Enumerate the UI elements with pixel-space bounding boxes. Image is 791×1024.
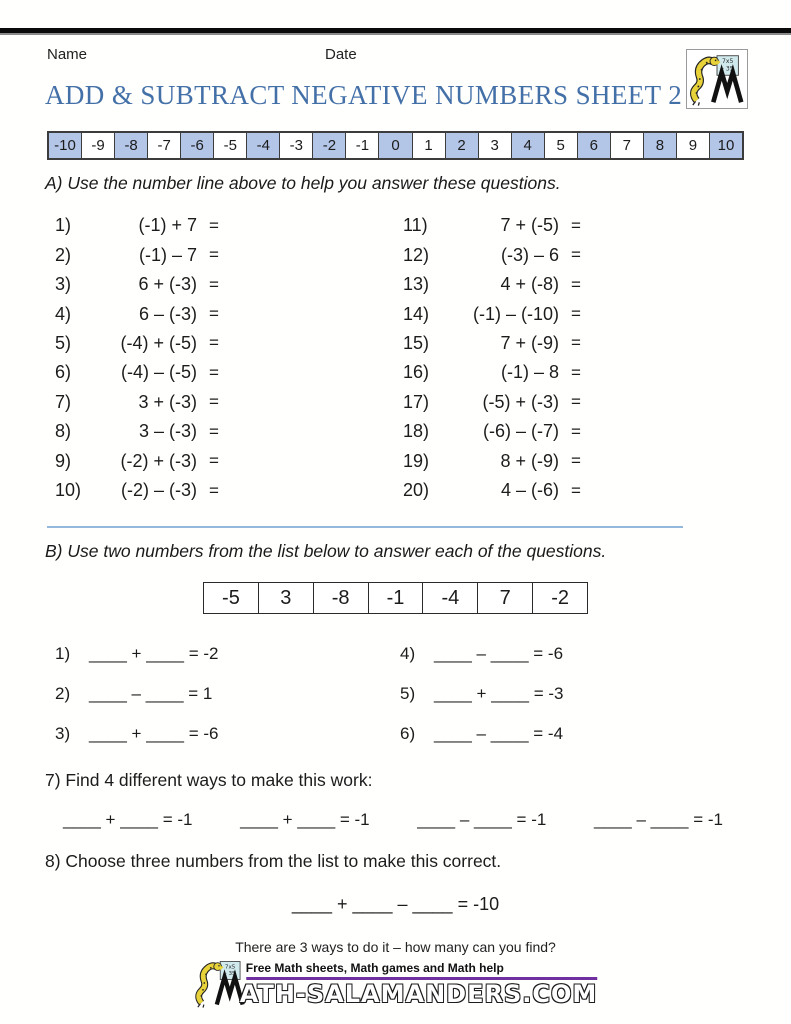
blank-equation: ____ – ____ = -1 <box>417 810 547 829</box>
equals-sign: = <box>571 215 581 235</box>
problem-equation: ____ + ____ = -3 <box>434 684 564 703</box>
problem-row <box>55 270 219 299</box>
problem-expression: 4 + (-8) <box>500 274 559 295</box>
section-a-left-column <box>55 211 219 505</box>
problem-row <box>403 270 581 299</box>
problem-expression: (-1) + 7 <box>138 215 197 236</box>
problem-expression: 3 + (-3) <box>138 391 197 412</box>
problem-number: 13) <box>403 274 430 295</box>
footer-text-block <box>239 958 598 1008</box>
number-line-cell: 0 <box>379 133 412 158</box>
number-line-cell: 6 <box>578 133 611 158</box>
problem-number: 6) <box>55 362 72 383</box>
top-rule <box>0 28 791 35</box>
problem-number: 7) <box>55 391 72 412</box>
name-label: Name <box>47 46 88 63</box>
problem-number: 6) <box>400 724 416 743</box>
problem-row <box>55 476 219 505</box>
equals-sign: = <box>209 392 219 412</box>
problem-equation: ____ – ____ = -4 <box>434 724 564 743</box>
problem-expression: 3 – (-3) <box>138 421 197 442</box>
problem-row <box>403 299 581 328</box>
problem-row <box>403 240 581 269</box>
footer-tagline: Free Math sheets, Math games and Math help <box>245 961 504 975</box>
number-line-cell: -4 <box>247 133 280 158</box>
problem-row <box>403 329 581 358</box>
problem-number: 8) <box>55 421 72 442</box>
blank-equation: ____ + ____ = -1 <box>240 810 370 829</box>
equals-sign: = <box>209 480 219 500</box>
problem-expression: (-1) – (-10) <box>472 303 559 324</box>
problem-number: 19) <box>403 450 430 471</box>
problem-equation: ____ – ____ = -6 <box>434 644 564 663</box>
problem-row <box>55 634 219 674</box>
number-list-cell: -4 <box>423 583 478 613</box>
number-list-cell: -8 <box>314 583 369 613</box>
problem-row <box>55 240 219 269</box>
problem-number: 17) <box>403 391 430 412</box>
problem-row <box>403 447 581 476</box>
date-label: Date <box>325 46 357 63</box>
problem-row <box>400 634 564 674</box>
svg-text:- 35: - 35 <box>224 971 236 978</box>
section-b-right-column <box>400 634 564 754</box>
equals-sign: = <box>209 215 219 235</box>
svg-text:7x5: 7x5 <box>224 964 235 971</box>
problem-row <box>55 211 219 240</box>
problem-expression: 4 – (-6) <box>500 480 559 501</box>
number-line-cell: -8 <box>115 133 148 158</box>
equals-sign: = <box>209 421 219 441</box>
problem-row <box>403 358 581 387</box>
number-list-cell: -1 <box>369 583 424 613</box>
equals-sign: = <box>571 421 581 441</box>
problem-number: 1) <box>55 644 71 663</box>
number-line-cell: 4 <box>512 133 545 158</box>
problem-number: 3) <box>55 724 71 743</box>
section-divider <box>47 526 683 528</box>
number-line-cell: -2 <box>313 133 346 158</box>
problem-number: 11) <box>403 215 428 236</box>
equals-sign: = <box>209 245 219 265</box>
problem-row <box>55 447 219 476</box>
number-line-cell: -7 <box>148 133 181 158</box>
problem-number: 15) <box>403 332 430 353</box>
number-line-cell: 1 <box>413 133 446 158</box>
blank-equation: ____ – ____ = -1 <box>593 810 723 829</box>
number-line <box>47 131 744 160</box>
problem-expression: (-6) – (-7) <box>483 421 559 442</box>
problem-expression: (-2) – (-3) <box>121 480 197 501</box>
problem-row <box>403 388 581 417</box>
problem-number: 4) <box>55 303 72 324</box>
equals-sign: = <box>209 362 219 382</box>
footer-site-text: ATH-SALAMANDERS.COM <box>239 980 598 1008</box>
problem-expression: (-4) + (-5) <box>120 332 197 353</box>
number-line-cell: 3 <box>479 133 512 158</box>
equals-sign: = <box>209 304 219 324</box>
section-a-heading: A) Use the number line above to help you answer these questions. <box>45 173 561 193</box>
number-line-cell: -6 <box>181 133 214 158</box>
number-list <box>203 582 588 614</box>
problem-number: 5) <box>55 332 72 353</box>
number-line-cell: 9 <box>677 133 710 158</box>
problem-equation: ____ + ____ = -6 <box>89 724 219 743</box>
number-line-cell: -3 <box>280 133 313 158</box>
number-line-cell: 2 <box>446 133 479 158</box>
problem-expression: 8 + (-9) <box>500 450 559 471</box>
problem-row <box>55 388 219 417</box>
problem-number: 5) <box>400 684 416 703</box>
salamander-logo <box>686 49 748 109</box>
question8-label: 8) Choose three numbers from the list to make this correct. <box>45 851 502 871</box>
problem-expression: (-2) + (-3) <box>120 450 197 471</box>
problem-number: 4) <box>400 644 416 663</box>
problem-row <box>400 674 564 714</box>
number-list-cell: -5 <box>204 583 259 613</box>
problem-expression: (-1) – 8 <box>500 362 559 383</box>
equals-sign: = <box>571 451 581 471</box>
equals-sign: = <box>571 274 581 294</box>
problem-row <box>55 358 219 387</box>
question7-equations <box>63 810 723 830</box>
equals-sign: = <box>571 245 581 265</box>
problem-row <box>55 674 219 714</box>
problem-number: 14) <box>403 303 430 324</box>
equals-sign: = <box>571 480 581 500</box>
problem-expression: 7 + (-5) <box>500 215 559 236</box>
problem-row <box>403 476 581 505</box>
problem-number: 3) <box>55 274 72 295</box>
equals-sign: = <box>571 362 581 382</box>
problem-row <box>55 329 219 358</box>
problem-expression: (-3) – 6 <box>500 244 559 265</box>
problem-expression: 6 – (-3) <box>138 303 197 324</box>
problem-equation: ____ – ____ = 1 <box>89 684 213 703</box>
number-line-cell: 7 <box>611 133 644 158</box>
equals-sign: = <box>571 304 581 324</box>
problem-number: 16) <box>403 362 430 383</box>
hint-text: There are 3 ways to do it – how many can you find? <box>235 939 556 955</box>
problem-row <box>55 417 219 446</box>
number-line-cell: 8 <box>644 133 677 158</box>
equals-sign: = <box>209 333 219 353</box>
number-list-cell: 3 <box>259 583 314 613</box>
number-list-cell: 7 <box>478 583 533 613</box>
section-a-right-column <box>403 211 581 505</box>
question8-equation: ____ + ____ – ____ = -10 <box>291 894 500 914</box>
number-line-cell: -5 <box>214 133 247 158</box>
problem-expression: (-5) + (-3) <box>482 391 559 412</box>
problem-row <box>55 714 219 754</box>
problem-number: 9) <box>55 450 72 471</box>
number-list-cell: -2 <box>551 586 569 609</box>
problem-number: 2) <box>55 244 72 265</box>
equals-sign: = <box>571 392 581 412</box>
problem-row <box>403 417 581 446</box>
blank-equation: ____ + ____ = -1 <box>63 810 193 829</box>
problem-number: 10) <box>55 480 82 501</box>
number-line-cell: -1 <box>346 133 379 158</box>
question7-label: 7) Find 4 different ways to make this work: <box>45 770 373 790</box>
problem-number: 1) <box>55 215 72 236</box>
equals-sign: = <box>571 333 581 353</box>
number-line-cell: 5 <box>545 133 578 158</box>
problem-row <box>400 714 564 754</box>
problem-expression: (-1) – 7 <box>138 244 197 265</box>
number-line-cell: -9 <box>82 133 115 158</box>
equals-sign: = <box>209 274 219 294</box>
section-b-heading: B) Use two numbers from the list below to answer each of the questions. <box>45 541 607 561</box>
section-b-left-column <box>55 634 219 754</box>
problem-expression: (-4) – (-5) <box>121 362 197 383</box>
problem-number: 12) <box>403 244 430 265</box>
footer-logo <box>194 958 598 1008</box>
problem-expression: 7 + (-9) <box>500 332 559 353</box>
problem-expression: 6 + (-3) <box>138 274 197 295</box>
svg-text:7x5: 7x5 <box>722 58 734 66</box>
equals-sign: = <box>209 451 219 471</box>
problem-equation: ____ + ____ = -2 <box>89 644 219 663</box>
number-line-cell: -10 <box>49 133 82 158</box>
page-title: ADD & SUBTRACT NEGATIVE NUMBERS SHEET 2 <box>45 80 683 110</box>
problem-row <box>403 211 581 240</box>
salamander-easel-icon <box>689 52 745 106</box>
problem-number: 20) <box>403 480 430 501</box>
number-line-cell: 10 <box>710 133 742 158</box>
problem-number: 18) <box>403 421 430 442</box>
svg-text:- 35: - 35 <box>721 65 734 73</box>
problem-row <box>55 299 219 328</box>
salamander-easel-icon <box>194 958 246 1008</box>
problem-number: 2) <box>55 684 71 703</box>
